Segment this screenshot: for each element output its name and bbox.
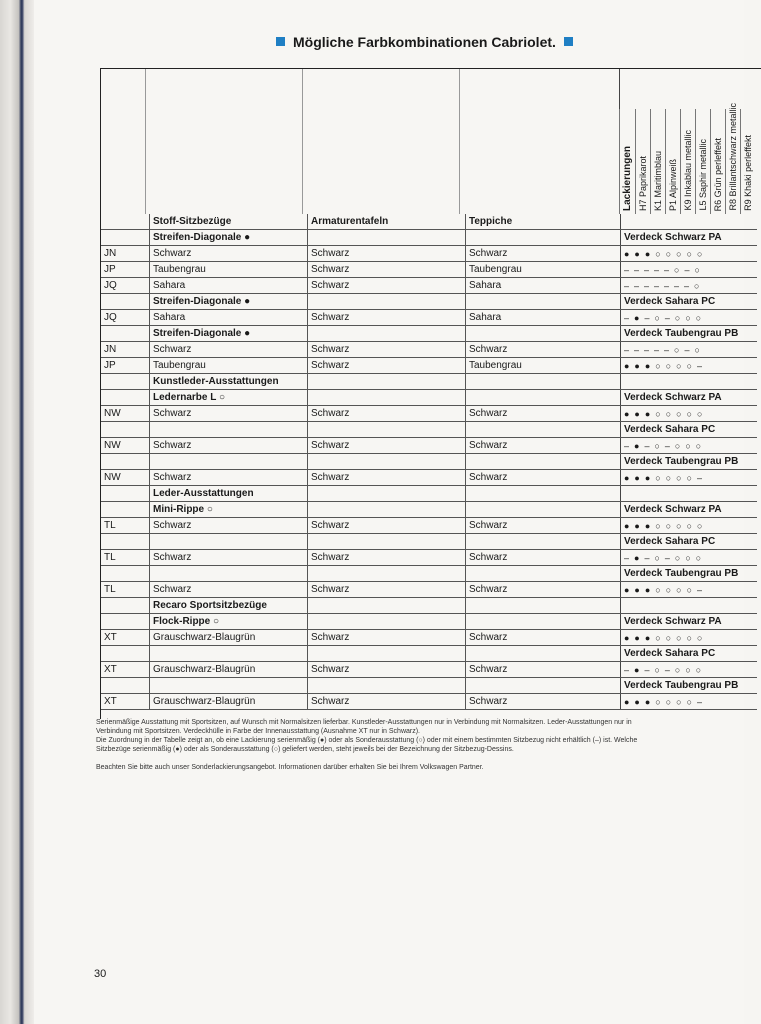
verdeck-label: Verdeck Schwarz PA (624, 232, 722, 243)
cell-code (101, 374, 150, 390)
cell-c1: Schwarz (150, 406, 308, 422)
cell-c2: Schwarz (308, 550, 466, 566)
cell-c1: Schwarz (150, 246, 308, 262)
cell-c1: Grauschwarz-Blaugrün (150, 630, 308, 646)
cell-c2: Schwarz (308, 662, 466, 678)
cell-c3: Schwarz (466, 470, 621, 486)
option-cell (621, 662, 758, 678)
cell-c2 (308, 502, 466, 518)
cell-code (101, 678, 150, 694)
note-line: Beachten Sie bitte auch unser Sonderlackierungsangebot. Informationen darüber erhalten Sie bei Ihrem Volkswagen Partner. (96, 764, 484, 771)
cell-c1: Taubengrau (150, 262, 308, 278)
cell-c3: Sahara (466, 278, 621, 294)
cell-c3: Schwarz (466, 342, 621, 358)
option-cell (621, 454, 758, 470)
option-cell (621, 646, 758, 662)
teppiche-header: Teppiche (466, 214, 621, 230)
header-blank-teppiche (459, 69, 619, 214)
cell-c1: Leder-Ausstattungen (150, 486, 308, 502)
option-cell (621, 390, 758, 406)
cell-c1: Schwarz (150, 342, 308, 358)
availability-dots: –––––○–○ (624, 344, 705, 355)
cell-c3 (466, 294, 621, 310)
footnotes (96, 718, 742, 772)
availability-dots: –––––––○ (624, 280, 705, 291)
cell-code (101, 502, 150, 518)
cell-c2: Schwarz (308, 406, 466, 422)
cell-c1: Schwarz (150, 582, 308, 598)
option-cell (621, 438, 758, 454)
cell-c2: Schwarz (308, 630, 466, 646)
note-line: Die Zuordnung in der Tabelle zeigt an, ob eine Lackierung serienmäßig (●) oder als Sonderausstattung (○) oder mit einem bestimmten Sitzbezug nicht erhältlich (–) ist. Welche (96, 737, 638, 744)
paint-header: K9 Inkablau metallic (680, 109, 696, 214)
table-row (101, 246, 757, 262)
cell-c3: Taubengrau (466, 358, 621, 374)
cell-c1: Schwarz (150, 438, 308, 454)
square-bullet-icon (564, 37, 573, 46)
availability-dots: –●–○–○○○ (624, 664, 707, 675)
cell-code (101, 454, 150, 470)
book-spine (0, 0, 34, 1024)
verdeck-label: Verdeck Sahara PC (624, 648, 716, 659)
cell-c2 (308, 326, 466, 342)
column-header-row (101, 214, 757, 230)
option-cell (621, 294, 758, 310)
combination-grid (101, 214, 757, 710)
cell-code (101, 486, 150, 502)
header-blank-code (101, 69, 146, 214)
cell-code: JQ (101, 310, 150, 326)
cell-c3: Schwarz (466, 550, 621, 566)
cell-c1: Kunstleder-Ausstattungen (150, 374, 308, 390)
cell-c2 (308, 454, 466, 470)
cell-c2: Schwarz (308, 470, 466, 486)
option-cell (621, 246, 758, 262)
cell-c3 (466, 502, 621, 518)
option-cell (621, 470, 758, 486)
page-number: 30 (94, 968, 107, 980)
option-cell (621, 422, 758, 438)
cell-code: JN (101, 342, 150, 358)
cell-c1: Schwarz (150, 518, 308, 534)
cell-code: TL (101, 582, 150, 598)
verdeck-label: Verdeck Sahara PC (624, 424, 716, 435)
cell-code: XT (101, 630, 150, 646)
cell-c3: Taubengrau (466, 262, 621, 278)
cell-c3: Schwarz (466, 518, 621, 534)
table-row (101, 598, 757, 614)
cell-c3 (466, 454, 621, 470)
cell-c1: Streifen-Diagonale ● (150, 230, 308, 246)
cell-c1: Recaro Sportsitzbezüge (150, 598, 308, 614)
cell-c3 (466, 646, 621, 662)
verdeck-label: Verdeck Taubengrau PB (624, 328, 739, 339)
cell-c3: Schwarz (466, 662, 621, 678)
cell-c3 (466, 326, 621, 342)
cell-code (101, 390, 150, 406)
cell-code (101, 422, 150, 438)
cell-c2: Schwarz (308, 342, 466, 358)
option-cell (621, 598, 758, 614)
cell-c1 (150, 566, 308, 582)
verdeck-label: Verdeck Taubengrau PB (624, 456, 739, 467)
cell-code (101, 534, 150, 550)
table-row (101, 470, 757, 486)
cell-c1: Grauschwarz-Blaugrün (150, 662, 308, 678)
option-cell (621, 374, 758, 390)
option-cell (621, 534, 758, 550)
cell-c3: Schwarz (466, 694, 621, 710)
cell-code (101, 230, 150, 246)
availability-dots: –––––○–○ (624, 264, 705, 275)
cell-code (101, 294, 150, 310)
cell-c2: Schwarz (308, 310, 466, 326)
paint-header: H7 Paprikarot (635, 109, 651, 214)
option-cell (621, 694, 758, 710)
cell-c3 (466, 390, 621, 406)
table-row (101, 566, 757, 582)
table-row (101, 518, 757, 534)
cell-c1: Schwarz (150, 550, 308, 566)
color-table (100, 68, 761, 719)
table-row (101, 534, 757, 550)
table-row (101, 582, 757, 598)
table-row (101, 662, 757, 678)
cell-c2 (308, 646, 466, 662)
verdeck-label: Verdeck Sahara PC (624, 296, 716, 307)
code-header (101, 214, 150, 230)
cell-code: TL (101, 550, 150, 566)
paint-header: P1 Alpinweiß (665, 109, 681, 214)
availability-dots: ●●●○○○○– (624, 360, 708, 371)
cell-c1 (150, 678, 308, 694)
cell-c3 (466, 678, 621, 694)
cell-c1: Ledernarbe L ○ (150, 390, 308, 406)
table-row (101, 438, 757, 454)
cell-c1: Streifen-Diagonale ● (150, 326, 308, 342)
cell-c2 (308, 678, 466, 694)
option-cell (621, 230, 758, 246)
table-row (101, 646, 757, 662)
options-header (621, 214, 758, 230)
cell-code (101, 598, 150, 614)
cell-code: JP (101, 262, 150, 278)
stoff-header: Stoff-Sitzbezüge (150, 214, 308, 230)
table-row (101, 262, 757, 278)
cell-c2: Schwarz (308, 438, 466, 454)
table-row (101, 310, 757, 326)
option-cell (621, 342, 758, 358)
cell-c2 (308, 614, 466, 630)
table-row (101, 678, 757, 694)
availability-dots: ●●●○○○○○ (624, 248, 708, 259)
cell-c3 (466, 614, 621, 630)
cell-c3: Schwarz (466, 630, 621, 646)
availability-dots: ●●●○○○○– (624, 696, 708, 707)
table-row (101, 406, 757, 422)
availability-dots: –●–○–○○○ (624, 552, 707, 563)
paint-header: R6 Grün perleffekt (710, 109, 726, 214)
cell-code (101, 566, 150, 582)
square-bullet-icon (276, 37, 285, 46)
option-cell (621, 262, 758, 278)
page-title (268, 34, 581, 50)
table-row (101, 502, 757, 518)
table-row (101, 614, 757, 630)
cell-c3 (466, 422, 621, 438)
table-row (101, 486, 757, 502)
note-line: Serienmäßige Ausstattung mit Sportsitzen, auf Wunsch mit Normalsitzen lieferbar. Kunstleder-Ausstattungen nur in Verbindung mit Normalsitzen. Leder-Ausstattungen nur in (96, 719, 632, 726)
cell-c1: Flock-Rippe ○ (150, 614, 308, 630)
cell-code: JQ (101, 278, 150, 294)
cell-c3: Schwarz (466, 582, 621, 598)
option-cell (621, 630, 758, 646)
note-line: Verbindung mit Sportsitzen. Verdeckhülle in Farbe der Innenausstattung (Ausnahme XT nur in Schwarz). (96, 728, 420, 735)
option-cell (621, 582, 758, 598)
cell-c2: Schwarz (308, 262, 466, 278)
title-text: Mögliche Farbkombinationen Cabriolet. (293, 34, 556, 50)
option-cell (621, 278, 758, 294)
cell-c3: Schwarz (466, 246, 621, 262)
verdeck-label: Verdeck Taubengrau PB (624, 680, 739, 691)
cell-c1: Schwarz (150, 470, 308, 486)
cell-c2 (308, 422, 466, 438)
availability-dots: –●–○–○○○ (624, 440, 707, 451)
cell-code (101, 614, 150, 630)
cell-c2: Schwarz (308, 518, 466, 534)
cell-c2 (308, 534, 466, 550)
cell-c2: Schwarz (308, 358, 466, 374)
header-lackierungen: Lackierungen (619, 109, 636, 214)
cell-code: XT (101, 662, 150, 678)
cell-c1: Mini-Rippe ○ (150, 502, 308, 518)
option-cell (621, 358, 758, 374)
cell-c2: Schwarz (308, 246, 466, 262)
verdeck-label: Verdeck Schwarz PA (624, 392, 722, 403)
cell-c2 (308, 374, 466, 390)
cell-code: JN (101, 246, 150, 262)
availability-dots: ●●●○○○○– (624, 472, 708, 483)
cell-code: NW (101, 438, 150, 454)
cell-c3: Sahara (466, 310, 621, 326)
table-row (101, 694, 757, 710)
cell-c3 (466, 374, 621, 390)
table-row (101, 358, 757, 374)
cell-c2 (308, 598, 466, 614)
cell-c2 (308, 294, 466, 310)
availability-dots: ●●●○○○○○ (624, 520, 708, 531)
cell-c3: Schwarz (466, 438, 621, 454)
table-header-area (101, 69, 620, 214)
cell-c1 (150, 534, 308, 550)
cell-c1: Streifen-Diagonale ● (150, 294, 308, 310)
option-cell (621, 486, 758, 502)
table-row (101, 422, 757, 438)
cell-c2 (308, 390, 466, 406)
table-row (101, 278, 757, 294)
cell-c3 (466, 598, 621, 614)
table-row (101, 630, 757, 646)
cell-code: XT (101, 694, 150, 710)
table-row (101, 230, 757, 246)
table-row (101, 390, 757, 406)
cell-c2 (308, 486, 466, 502)
table-row (101, 550, 757, 566)
cell-c3 (466, 230, 621, 246)
header-blank-stoff (145, 69, 303, 214)
option-cell (621, 406, 758, 422)
cell-c2: Schwarz (308, 582, 466, 598)
option-cell (621, 614, 758, 630)
cell-c2: Schwarz (308, 694, 466, 710)
cell-c3 (466, 566, 621, 582)
option-cell (621, 310, 758, 326)
armatur-header: Armaturentafeln (308, 214, 466, 230)
cell-c3: Schwarz (466, 406, 621, 422)
cell-code (101, 326, 150, 342)
verdeck-label: Verdeck Taubengrau PB (624, 568, 739, 579)
option-cell (621, 502, 758, 518)
note-line: Sitzbezüge serienmäßig (●) oder als Sonderausstattung (○) geliefert werden, steht jeweils bei der Bezeichnung der Sitzbezug-Dessins. (96, 746, 514, 753)
cell-code: NW (101, 470, 150, 486)
cell-c1: Sahara (150, 310, 308, 326)
cell-code: TL (101, 518, 150, 534)
option-cell (621, 550, 758, 566)
verdeck-label: Verdeck Schwarz PA (624, 504, 722, 515)
table-row (101, 326, 757, 342)
availability-dots: ●●●○○○○○ (624, 632, 708, 643)
cell-c1: Sahara (150, 278, 308, 294)
cell-c1: Taubengrau (150, 358, 308, 374)
cell-c1: Grauschwarz-Blaugrün (150, 694, 308, 710)
paint-header: R8 Brillantschwarz metallic (725, 109, 741, 214)
cell-c3 (466, 486, 621, 502)
cell-code: NW (101, 406, 150, 422)
header-blank-armatur (302, 69, 460, 214)
option-cell (621, 678, 758, 694)
cell-code (101, 646, 150, 662)
cell-c2 (308, 230, 466, 246)
cell-c1 (150, 422, 308, 438)
option-cell (621, 566, 758, 582)
paint-header: L5 Saphir metallic (695, 109, 711, 214)
cell-c2: Schwarz (308, 278, 466, 294)
cell-c1 (150, 646, 308, 662)
verdeck-label: Verdeck Sahara PC (624, 536, 716, 547)
availability-dots: –●–○–○○○ (624, 312, 707, 323)
table-row (101, 342, 757, 358)
cell-c1 (150, 454, 308, 470)
availability-dots: ●●●○○○○○ (624, 408, 708, 419)
cell-code: JP (101, 358, 150, 374)
paint-header: K1 Maritimblau (650, 109, 666, 214)
option-cell (621, 326, 758, 342)
table-row (101, 374, 757, 390)
table-row (101, 454, 757, 470)
option-cell (621, 518, 758, 534)
verdeck-label: Verdeck Schwarz PA (624, 616, 722, 627)
availability-dots: ●●●○○○○– (624, 584, 708, 595)
paint-header: R9 Khaki perleffekt (740, 109, 756, 214)
cell-c2 (308, 566, 466, 582)
cell-c3 (466, 534, 621, 550)
table-row (101, 294, 757, 310)
